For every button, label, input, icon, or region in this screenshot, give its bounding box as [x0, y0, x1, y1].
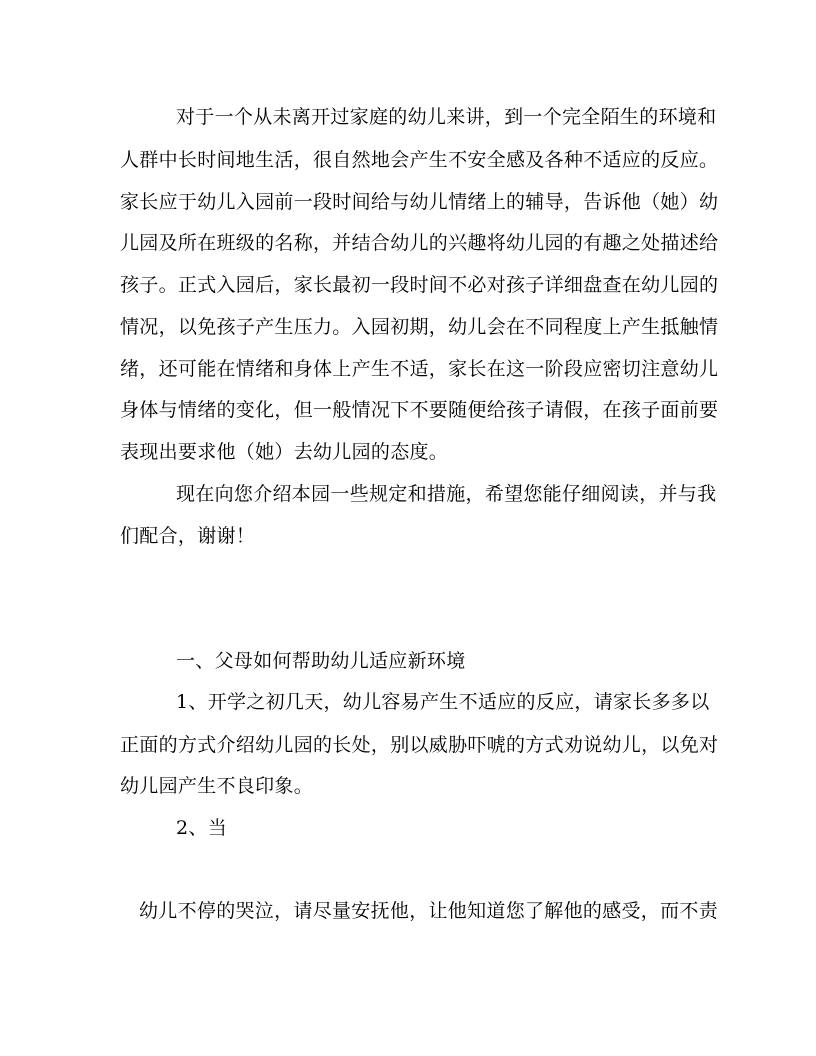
paragraph-1-line-4: 儿园及所在班级的名称，并结合幼儿的兴趣将幼儿园的有趣之处描述给 — [120, 232, 719, 254]
paragraph-2-line-2: 们配合，谢谢！ — [120, 525, 256, 547]
paragraph-1-line-5: 孩子。正式入园后，家长最初一段时间不必对孩子详细盘查在幼儿园的 — [120, 274, 719, 296]
paragraph-1-line-6: 情况，以免孩子产生压力。入园初期，幼儿会在不同程度上产生抵触情 — [120, 316, 719, 338]
paragraph-1-line-9: 表现出要求他（她）去幼儿园的态度。 — [120, 441, 449, 463]
paragraph-2-line-1: 现在向您介绍本园一些规定和措施，希望您能仔细阅读，并与我 — [176, 483, 717, 505]
paragraph-3-line-2: 正面的方式介绍幼儿园的长处，别以威胁吓唬的方式劝说幼儿，以免对 — [120, 734, 719, 756]
paragraph-5: 幼儿不停的哭泣，请尽量安抚他，让他知道您了解他的感受，而不责 — [139, 900, 719, 922]
section-heading: 一、父母如何帮助幼儿适应新环境 — [176, 650, 466, 672]
paragraph-1-line-8: 身体与情绪的变化，但一般情况下不要随便给孩子请假，在孩子面前要 — [120, 399, 719, 421]
paragraph-1-line-1: 对于一个从未离开过家庭的幼儿来讲，到一个完全陌生的环境和 — [176, 106, 717, 128]
paragraph-3-line-1: 1、开学之初几天，幼儿容易产生不适应的反应，请家长多多以 — [176, 691, 710, 713]
paragraph-1-line-2: 人群中长时间地生活，很自然地会产生不安全感及各种不适应的反应。 — [120, 149, 719, 171]
paragraph-4: 2、当 — [176, 817, 227, 839]
paragraph-3-line-3: 幼儿园产生不良印象。 — [120, 775, 314, 797]
paragraph-1-line-7: 绪，还可能在情绪和身体上产生不适，家长在这一阶段应密切注意幼儿 — [120, 358, 719, 380]
paragraph-1-line-3: 家长应于幼儿入园前一段时间给与幼儿情绪上的辅导，告诉他（她）幼 — [120, 191, 719, 213]
